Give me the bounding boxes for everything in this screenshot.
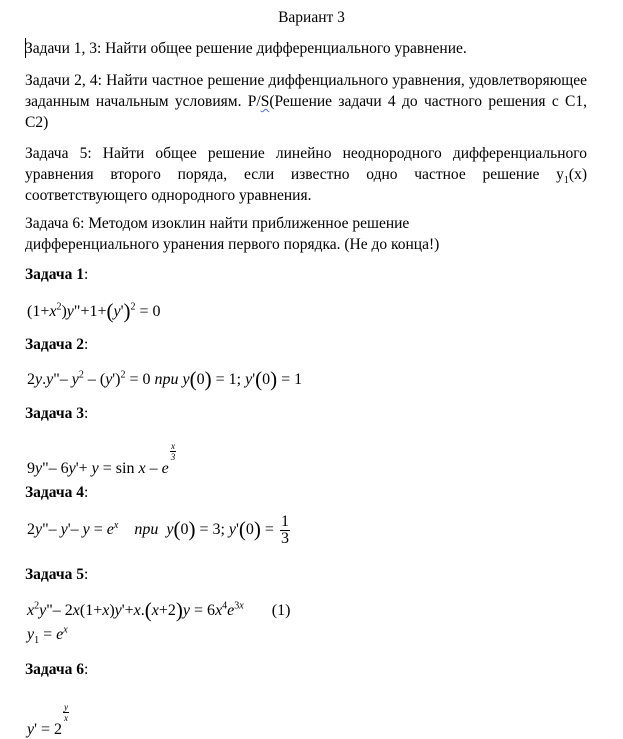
task-5-particular-solution: $y_1 = e^x$ [27,624,68,647]
instruction-tasks-2-4 [25,70,587,133]
instruction-text-tail: (Решение задачи 4 до частного решения с С1, С2) [25,93,587,131]
instruction-line: дифференциального уранения первого порядка. (Не до конца!) [25,236,440,253]
task-4-formula: 2y"– y'– $y = e^x$ при y(0) = 3; y'(0) = $\frac{1}{3}$ [27,513,289,547]
instruction-text: Задачи 2, 4: Найти частное решение диффенциального уравнения, удовлетворяющее заданным начальным условиям. Р/ [25,72,587,110]
instruction-text: Задача 5: Найти общее решение линейно неоднородного дифференциального уравнения второго поряда, если известно одно частное решение y [25,145,587,183]
instruction-tasks-1-3 [25,38,587,59]
page-title: Вариант 3 [278,9,345,26]
task-2-formula: 2y.y"– $y^2 - (y')^2 = 0$ при y(0) = 1; y'(0) = 1 [27,367,303,391]
instruction-text: Задачи 1, 3: Найти общее решение дифференциального уравнение. [25,40,467,57]
task-5-formula: $x^2y"-$ $2x(1+x)y'+x.(x+2)y = 6x^4e^{3x}$ (1) [27,598,291,622]
instruction-task-6 [25,213,587,255]
equation-number: (1) [271,602,291,619]
spellcheck-flag: S [260,93,270,110]
task-6-formula: y' = 2 $\frac{y}{x}$ [27,702,69,738]
task-4-heading: Задача 4: [25,484,89,501]
instruction-text-tail: (x) соответствующего однородного уравнения. [25,166,587,204]
instruction-task-5 [25,143,587,206]
instruction-line: Задача 6: Методом изоклин найти приближенное решение [25,215,410,232]
task-1-heading: Задача 1: [25,266,89,283]
task-3-heading: Задача 3: [25,405,89,422]
task-6-heading: Задача 6: [25,661,89,678]
task-5-heading: Задача 5: [25,566,89,583]
task-3-formula: 9y"– 6y'+ y = sin x – e $\frac{x}{3}$ [27,441,176,477]
task-2-heading: Задача 2: [25,336,89,353]
subscript: 1 [563,175,569,187]
task-1-formula: $(1+x^2)y"+1+(y')^2 = 0$ [27,299,161,323]
